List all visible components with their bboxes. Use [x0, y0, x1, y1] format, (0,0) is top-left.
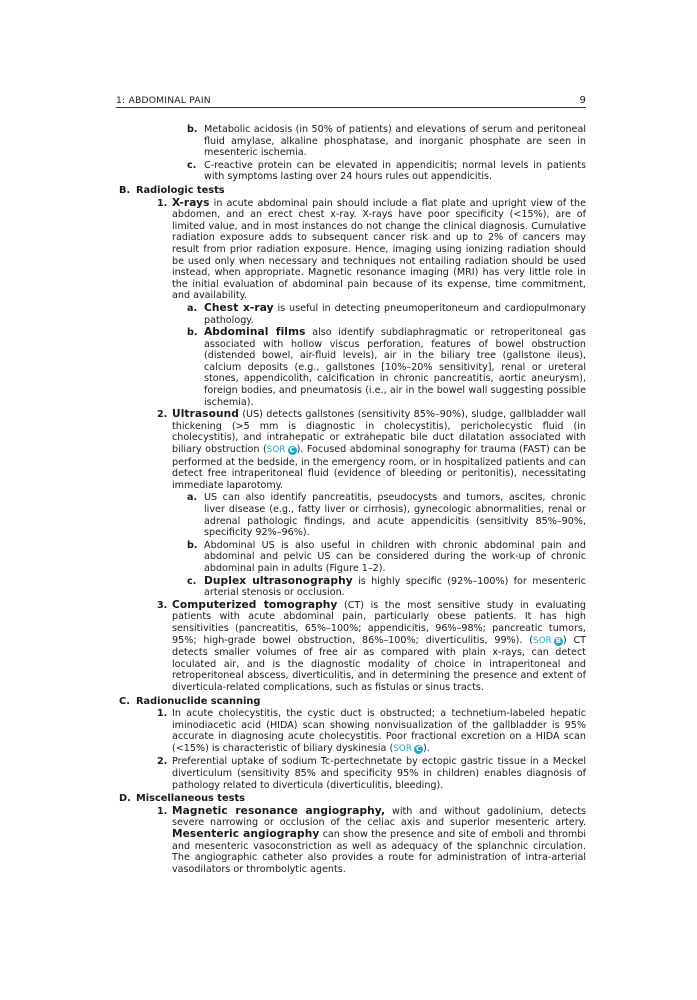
list-item — [116, 409, 586, 491]
sor-tag: SOR — [266, 445, 286, 456]
item-lead: Duplex ultrasonography — [204, 574, 353, 587]
item-label: 1. — [157, 197, 168, 209]
item-lead: Ultrasound — [172, 408, 239, 421]
item-text: in acute abdominal pain should include a flat plate and upright view of the abdomen, and an erect chest x-ray. X-rays have poor specificity (<15%), are of limited value, and in most instances do not change the clinical diagnosis. Cumulative radiation exposure adds to subsequent cancer risk and up to 2% of cancers may result from prior radiation exposure. Hence, imaging using ionizing radiation should be used only when necessary and techniques not entailing radiation should be used instead, when appropriate. Magnetic resonance imaging (MRI) has very little role in the initial evaluation of abdominal pain because of its expense, time commitment, and availability. — [172, 197, 586, 302]
list-item — [116, 303, 586, 326]
item-text-after: ). — [423, 742, 430, 754]
section-label: B. — [119, 184, 131, 196]
section-title: Miscellaneous tests — [136, 793, 245, 805]
item-lead: X-rays — [172, 196, 210, 209]
item-label: c. — [187, 159, 197, 171]
item-text: is useful in detecting pneumoperitoneum and cardiopulmonary pathology. — [204, 302, 586, 326]
list-item — [116, 540, 586, 575]
item-label: 1. — [157, 805, 168, 817]
page-number: 9 — [579, 95, 586, 106]
list-item — [116, 198, 586, 302]
list-item — [116, 806, 586, 876]
item-text-after: ). Focused abdominal sonography for trauma (FAST) can be performed at the bedside, in the emergency room, or in hospitalized patients and can detect free intraperitoneal fluid (evidence of bleeding or peritonitis), necessitating immediate laparotomy. — [172, 444, 586, 491]
section-heading — [116, 185, 586, 197]
list-item — [116, 327, 586, 408]
item-lead: Magnetic resonance angiography, — [172, 804, 386, 817]
item-label: a. — [187, 302, 198, 314]
page-body — [116, 124, 586, 876]
section-heading — [116, 793, 586, 805]
item-label: 2. — [157, 409, 168, 421]
item-lead: Abdominal films — [204, 326, 306, 339]
header-rule — [116, 107, 586, 108]
item-label: b. — [187, 327, 198, 339]
section-title: Radiologic tests — [136, 184, 225, 196]
section-heading — [116, 696, 586, 708]
list-item — [116, 600, 586, 694]
item-text: Metabolic acidosis (in 50% of patients) and elevations of serum and peritoneal fluid amylase, alkaline phosphatase, and inorganic phosphate are seen in mesenteric ischemia. — [204, 124, 586, 159]
sor-grade-badge: B — [555, 636, 562, 645]
item-text: (CT) is the most sensitive study in evaluating patients with acute abdominal pain, particularly obese patients. It has high sensitivities (pancreatitis, 65%–100%; appendicitis, 96%–98%; pancreatic tumors, 95%; high-grade bowel obstruction, 86%–100%; diverticulitis, 99%). ( — [172, 599, 587, 646]
item-label: 1. — [157, 708, 168, 720]
running-head-title: 1: ABDOMINAL PAIN — [116, 95, 211, 106]
item-label: c. — [187, 575, 197, 587]
item-text-after: ) CT detects smaller volumes of free air as compared with plain x-rays, can detect loculated air, and is the diagnostic modality of choice in intraperitoneal and retroperitoneal abscess, diverticulitis, and in determining the presence and extent of diverticula-related complications, such as fistulas or sinus tracts. — [172, 634, 587, 693]
list-item — [116, 708, 586, 755]
item-text: C-reactive protein can be elevated in appendicitis; normal levels in patients with symptoms lasting over 24 hours rules out appendicitis. — [204, 159, 586, 183]
list-item — [116, 492, 586, 538]
item-lead-secondary: Mesenteric angiography — [172, 828, 320, 841]
list-item — [116, 756, 586, 791]
item-label: 2. — [157, 756, 168, 768]
item-lead: Computerized tomography — [172, 598, 338, 611]
item-label: b. — [187, 124, 198, 135]
item-text: In acute cholecystitis, the cystic duct is obstructed; a technetium-labeled hepatic iminodiacetic acid (HIDA) scan showing nonvisualization of the gallbladder is 95% accurate in diagnosing acute cholecystitis. Poor fractional excretion on a HIDA scan (<15%) is characteristic of biliary dyskinesia ( — [172, 708, 586, 754]
sor-grade-badge: C — [289, 446, 295, 455]
item-text: Preferential uptake of sodium Tc-pertechnetate by ectopic gastric tissue in a Meckel diverticulum (sensitivity 85% and specificity 95% in children) enables diagnosis of pathology related to diverticula (diverticulitis, bleeding). — [172, 756, 586, 791]
section-title: Radionuclide scanning — [136, 695, 261, 707]
item-label: b. — [187, 539, 198, 551]
item-text: with and without gadolinium, detects severe narrowing or occlusion of the celiac axis and superior mesenteric artery. — [172, 805, 587, 829]
sor-tag: SOR — [393, 743, 413, 754]
list-item — [116, 576, 586, 599]
section-label: C. — [119, 695, 130, 707]
item-label: a. — [187, 492, 198, 504]
list-item — [116, 160, 586, 183]
item-text: is highly specific (92%–100%) for mesenteric arterial stenosis or occlusion. — [204, 575, 586, 599]
list-item — [116, 124, 586, 159]
item-text: Abdominal US is also useful in children with chronic abdominal pain and abdominal and pelvic US can be considered during the work-up of chronic abdominal pain in adults (Figure 1–2). — [204, 539, 586, 574]
item-label: 3. — [157, 599, 168, 611]
sor-tag: SOR — [533, 635, 552, 646]
item-text: (US) detects gallstones (sensitivity 85%–90%), sludge, gallbladder wall thickening (>5 mm is diagnostic in cholecystitis), pericholecystic fluid (in cholecystitis), and intrahepatic or extrahepatic bile duct dilatation associated with biliary obstruction ( — [172, 409, 586, 456]
sor-grade-badge: C — [415, 744, 422, 753]
item-text-secondary: can show the presence and site of emboli and thrombi and mesenteric vasoconstriction as well as adequacy of the splanchnic circulation. The angiographic catheter also provides a route for administration of intra-arterial vasodilators or thrombolytic agents. — [172, 829, 586, 875]
item-text: also identify subdiaphragmatic or retroperitoneal gas associated with hollow viscus perforation, features of bowel obstruction (distended bowel, air-fluid levels), air in the biliary tree (gallstone ileus), calcium deposits (e.g., gallstones [10%–20% sensitivity], renal or ureteral stones, appendicolith, calcification in chronic pancreatitis, aortic aneurysm), foreign bodies, and pneumatosis (i.e., air in the bowel wall suggesting possible ischemia). — [204, 327, 586, 408]
item-lead: Chest x-ray — [204, 301, 274, 314]
item-text: US can also identify pancreatitis, pseudocysts and tumors, ascites, chronic liver disease (e.g., fatty liver or cirrhosis), gynecologic abnormalities, renal or adrenal pathologic findings, and acute appendicitis (sensitivity 85%–90%, specificity 92%–96%). — [204, 492, 586, 539]
section-label: D. — [119, 793, 131, 805]
